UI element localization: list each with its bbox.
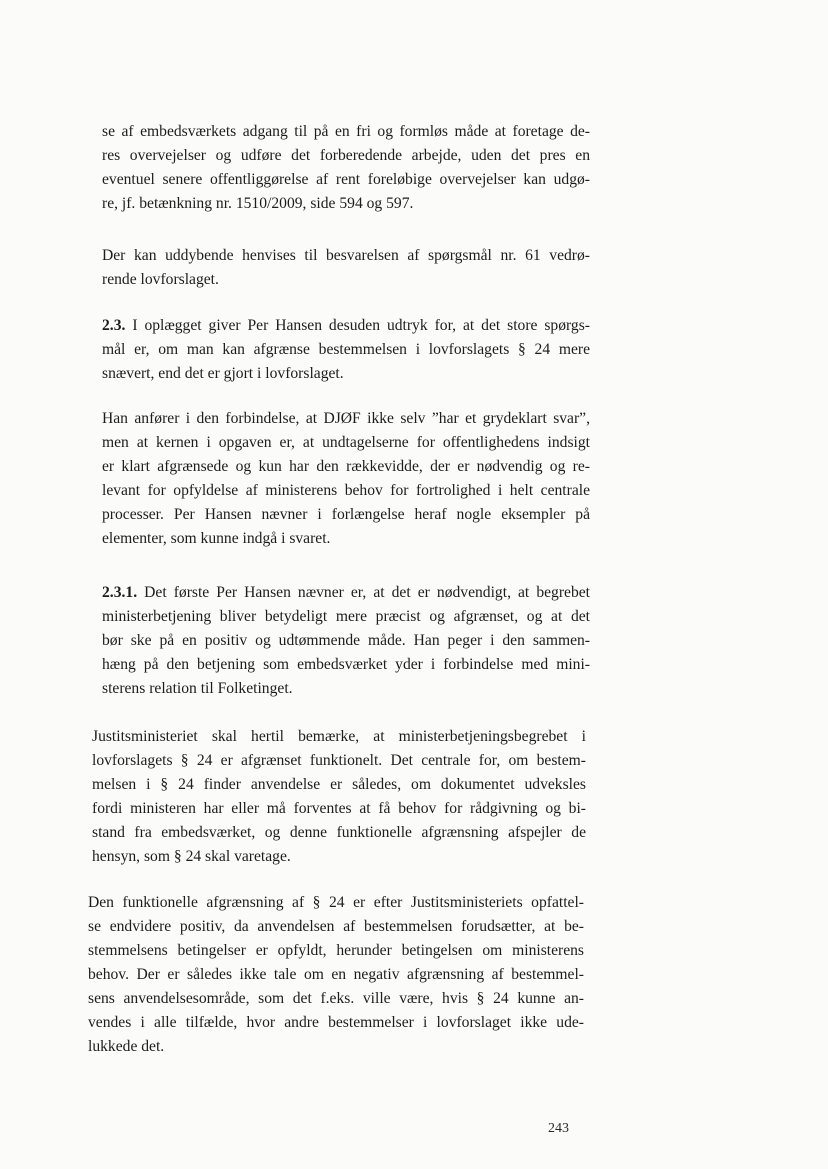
text-line: levant for opfyldelse af ministerens behov for fortrolighed i helt centrale bbox=[102, 482, 590, 499]
text-line: eventuel senere offentliggørelse af rent foreløbige overvejelser kan udgø- bbox=[102, 171, 590, 188]
section-number: 2.3.1. bbox=[102, 584, 138, 601]
paragraph-djoef bbox=[102, 407, 590, 551]
text-line: processer. Per Hansen nævner i forlængelse heraf nogle eksempler på bbox=[102, 506, 590, 523]
text-line: Han anfører i den forbindelse, at DJØF ikke selv ”har et grydeklart svar”, bbox=[102, 410, 590, 427]
text-line: stemmelsens betingelser er opfyldt, herunder betingelsen om ministerens bbox=[88, 942, 584, 959]
text-line: er klart afgrænsede og kun har den rækkevidde, der er nødvendig og re- bbox=[102, 458, 590, 475]
text-line-content: I oplægget giver Per Hansen desuden udtryk for, at det store spørgs- bbox=[125, 317, 590, 334]
paragraph-justitsministeriet-remark bbox=[92, 725, 586, 869]
text-line: ministerbetjening bliver betydeligt mere præcist og afgrænset, og at det bbox=[102, 608, 590, 625]
text-line-content: Det første Per Hansen nævner er, at det er nødvendigt, at begrebet bbox=[137, 584, 590, 601]
text-line: stand fra embedsværket, og denne funktionelle afgrænsning afspejler de bbox=[92, 824, 586, 841]
text-line: sterens relation til Folketinget. bbox=[102, 680, 293, 697]
text-line: Den funktionelle afgrænsning af § 24 er efter Justitsministeriets opfattel- bbox=[88, 894, 584, 911]
text-line: men at kernen i opgaven er, at undtagelserne for offentlighedens indsigt bbox=[102, 434, 590, 451]
text-line: Justitsministeriet skal hertil bemærke, at ministerbetjeningsbegrebet i bbox=[92, 728, 586, 745]
text-line: snævert, end det er gjort i lovforslaget. bbox=[102, 365, 344, 382]
text-line: se af embedsværkets adgang til på en fri og formløs måde at foretage de- bbox=[102, 123, 590, 140]
text-line: lovforslagets § 24 er afgrænset funktionelt. Det centrale for, om bestem- bbox=[92, 752, 586, 769]
text-line: lukkede det. bbox=[88, 1038, 165, 1055]
page-number: 243 bbox=[548, 1121, 569, 1136]
text-line: bør ske på en positiv og udtømmende måde. Han peger i den sammen- bbox=[102, 632, 590, 649]
text-line: se endvidere positiv, da anvendelsen af bestemmelsen forudsætter, at be- bbox=[88, 918, 584, 935]
text-line: hæng på den betjening som embedsværket yder i forbindelse med mini- bbox=[102, 656, 590, 673]
text-line bbox=[102, 581, 590, 605]
text-line: hensyn, som § 24 skal varetage. bbox=[92, 848, 291, 865]
text-line: vendes i alle tilfælde, hvor andre bestemmelser i lovforslaget ikke ude- bbox=[88, 1014, 584, 1031]
paragraph-reference bbox=[102, 244, 590, 292]
paragraph-continuation bbox=[102, 120, 590, 216]
text-line bbox=[102, 314, 590, 338]
text-line: re, jf. betænkning nr. 1510/2009, side 594 og 597. bbox=[102, 195, 414, 212]
text-line: fordi ministeren har eller må forventes at få behov for rådgivning og bi- bbox=[92, 800, 586, 817]
text-line: melsen i § 24 finder anvendelse er således, om dokumentet udveksles bbox=[92, 776, 586, 793]
section-number: 2.3. bbox=[102, 317, 126, 334]
section-2-3-1 bbox=[102, 581, 590, 701]
paragraph-functional-delimitation bbox=[88, 891, 584, 1059]
text-line: rende lovforslaget. bbox=[102, 271, 219, 288]
text-line: res overvejelser og udføre det forberedende arbejde, uden det pres en bbox=[102, 147, 590, 164]
text-line: Der kan uddybende henvises til besvarelsen af spørgsmål nr. 61 vedrø- bbox=[102, 247, 590, 264]
text-line: sens anvendelsesområde, som det f.eks. ville være, hvis § 24 kunne an- bbox=[88, 990, 584, 1007]
text-line: behov. Der er således ikke tale om en negativ afgrænsning af bestemmel- bbox=[88, 966, 584, 983]
section-2-3 bbox=[102, 314, 590, 386]
text-line: elementer, som kunne indgå i svaret. bbox=[102, 530, 331, 547]
text-line: mål er, om man kan afgrænse bestemmelsen i lovforslagets § 24 mere bbox=[102, 341, 590, 358]
